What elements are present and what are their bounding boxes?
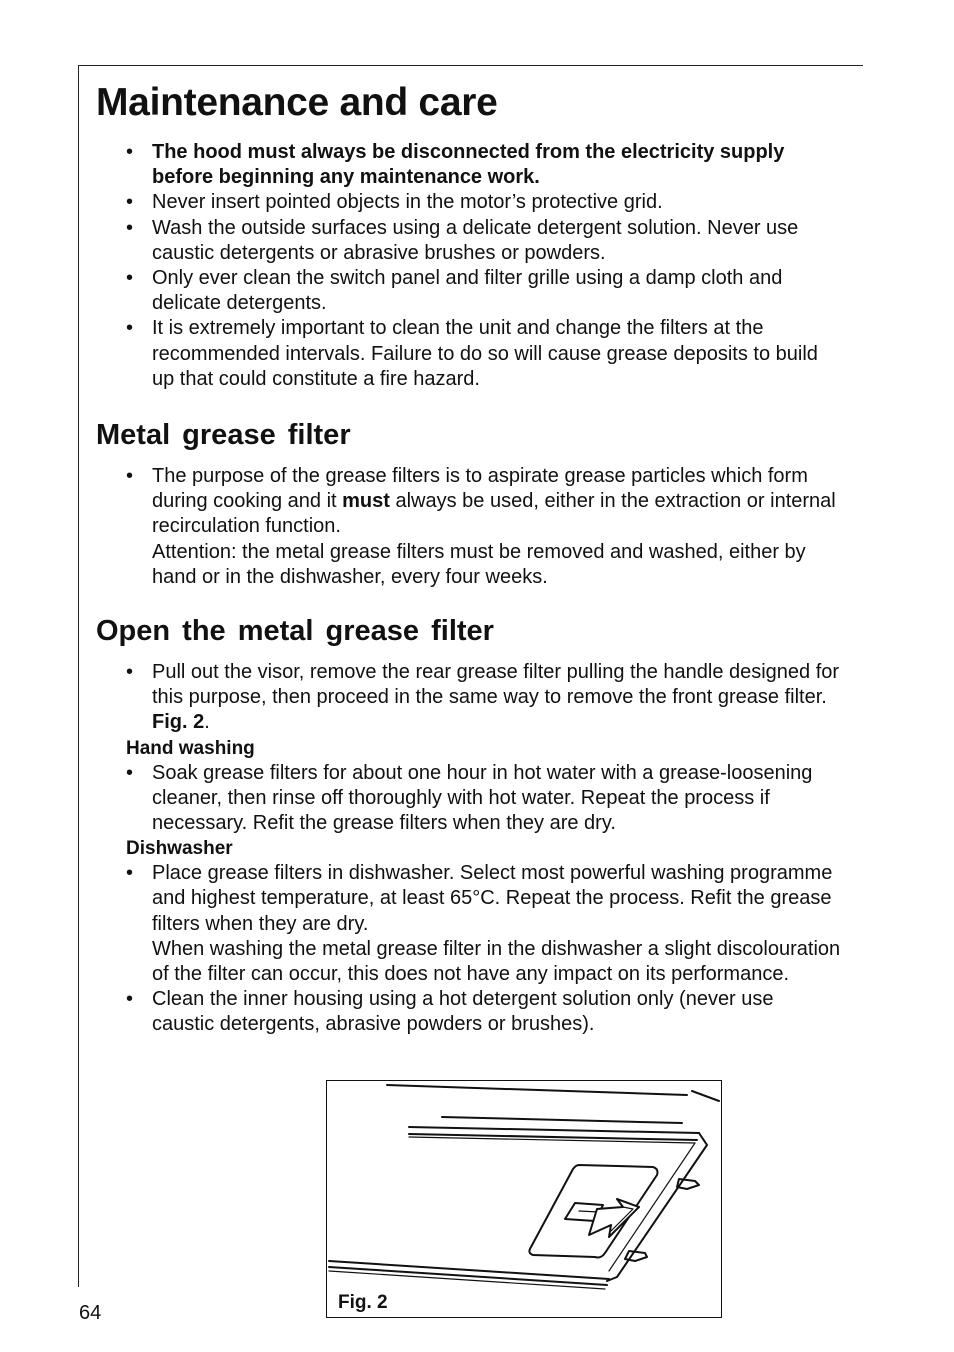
list-item (96, 660, 841, 736)
visor-line (387, 1085, 687, 1095)
open-filter-list (96, 660, 841, 736)
list-item (96, 861, 841, 987)
bullet: • (126, 216, 134, 239)
purpose-text-start: The purpose of the grease filters is to aspirate grease particles which form during cooking and it (152, 465, 808, 513)
figure-reference: Fig. 2 (152, 711, 205, 734)
dishwasher-list (96, 861, 841, 1037)
purpose-text (152, 464, 841, 540)
warning-text: The hood must always be disconnected from the electricity supply before beginning any maintenance work. (152, 141, 785, 189)
bullet: • (126, 661, 134, 684)
must-emphasis: must (342, 490, 390, 513)
bullet: • (126, 141, 134, 163)
bullet: • (126, 191, 134, 214)
list-item (96, 140, 841, 190)
filter-edge-line (409, 1127, 699, 1133)
bullet: • (126, 465, 134, 488)
dishwasher-text: Place grease filters in dishwasher. Select most powerful washing programme and highest temperature, at least 65°C. Repeat the process. Refit the grease filters when they are dry. (152, 862, 833, 935)
filter-bottom-edge (329, 1271, 605, 1289)
bullet: • (126, 317, 134, 340)
purpose-text-end: always be used, either in the extraction or internal recirculation function. (152, 490, 836, 538)
figure-caption: Fig. 2 (338, 1292, 388, 1313)
inner-housing-text: Clean the inner housing using a hot detergent solution only (never use caustic detergents, abrasive powders or brushes). (152, 988, 774, 1036)
visor-line (442, 1117, 682, 1123)
bullet: • (126, 862, 134, 885)
list-item (96, 216, 841, 266)
dishwasher-note: When washing the metal grease filter in the dishwasher a slight discolouration of the filter can occur, this does not have any impact on its performance. (152, 937, 841, 986)
maintenance-list (96, 140, 841, 392)
page-title: Maintenance and care (96, 81, 498, 124)
list-item-text: Wash the outside surfaces using a delicate detergent solution. Never use caustic detergents or abrasive brushes or powders. (152, 216, 799, 264)
dishwasher-heading: Dishwasher (126, 838, 233, 860)
list-item-text: Only ever clean the switch panel and filter grille using a damp cloth and delicate detergents. (152, 267, 783, 315)
filter-edge-line (409, 1134, 697, 1140)
list-item (96, 761, 841, 837)
list-item-text: Never insert pointed objects in the motor’s protective grid. (152, 191, 663, 214)
bullet: • (126, 267, 134, 290)
grease-filter-drawing (327, 1081, 721, 1317)
hand-washing-text: Soak grease filters for about one hour in hot water with a grease-loosening cleaner, then rinse off thoroughly with hot water. Repeat the process if necessary. Refit the grease filters when they are dry. (152, 761, 813, 835)
metal-filter-list (96, 464, 841, 590)
figure-2-illustration (326, 1080, 722, 1318)
hand-washing-heading: Hand washing (126, 737, 255, 759)
left-rule (78, 65, 79, 1287)
side-clip (625, 1251, 647, 1261)
list-item (96, 987, 841, 1037)
section-title-metal-filter: Metal grease filter (96, 419, 351, 452)
list-item (96, 190, 841, 215)
top-rule (78, 65, 863, 66)
bullet: • (126, 761, 134, 784)
attention-text: Attention: the metal grease filters must be removed and washed, either by hand or in the dishwasher, every four weeks. (152, 540, 806, 588)
step-text-end: . (204, 711, 210, 734)
list-item-text: It is extremely important to clean the unit and change the filters at the recommended intervals. Failure to do so will cause grease deposits to build up that could constitute a fire hazard. (152, 317, 818, 390)
page-content (96, 80, 841, 1038)
step-text: Pull out the visor, remove the rear grease filter pulling the handle designed for this purpose, then proceed in the same way to remove the front grease filter. (152, 661, 840, 709)
hand-washing-list (96, 761, 841, 837)
page-number: 64 (79, 1302, 102, 1324)
list-item (96, 266, 841, 316)
list-item (96, 316, 841, 392)
bullet: • (126, 988, 134, 1011)
visor-edge (692, 1091, 719, 1101)
section-title-open-filter: Open the metal grease filter (96, 615, 494, 648)
list-item (96, 464, 841, 590)
